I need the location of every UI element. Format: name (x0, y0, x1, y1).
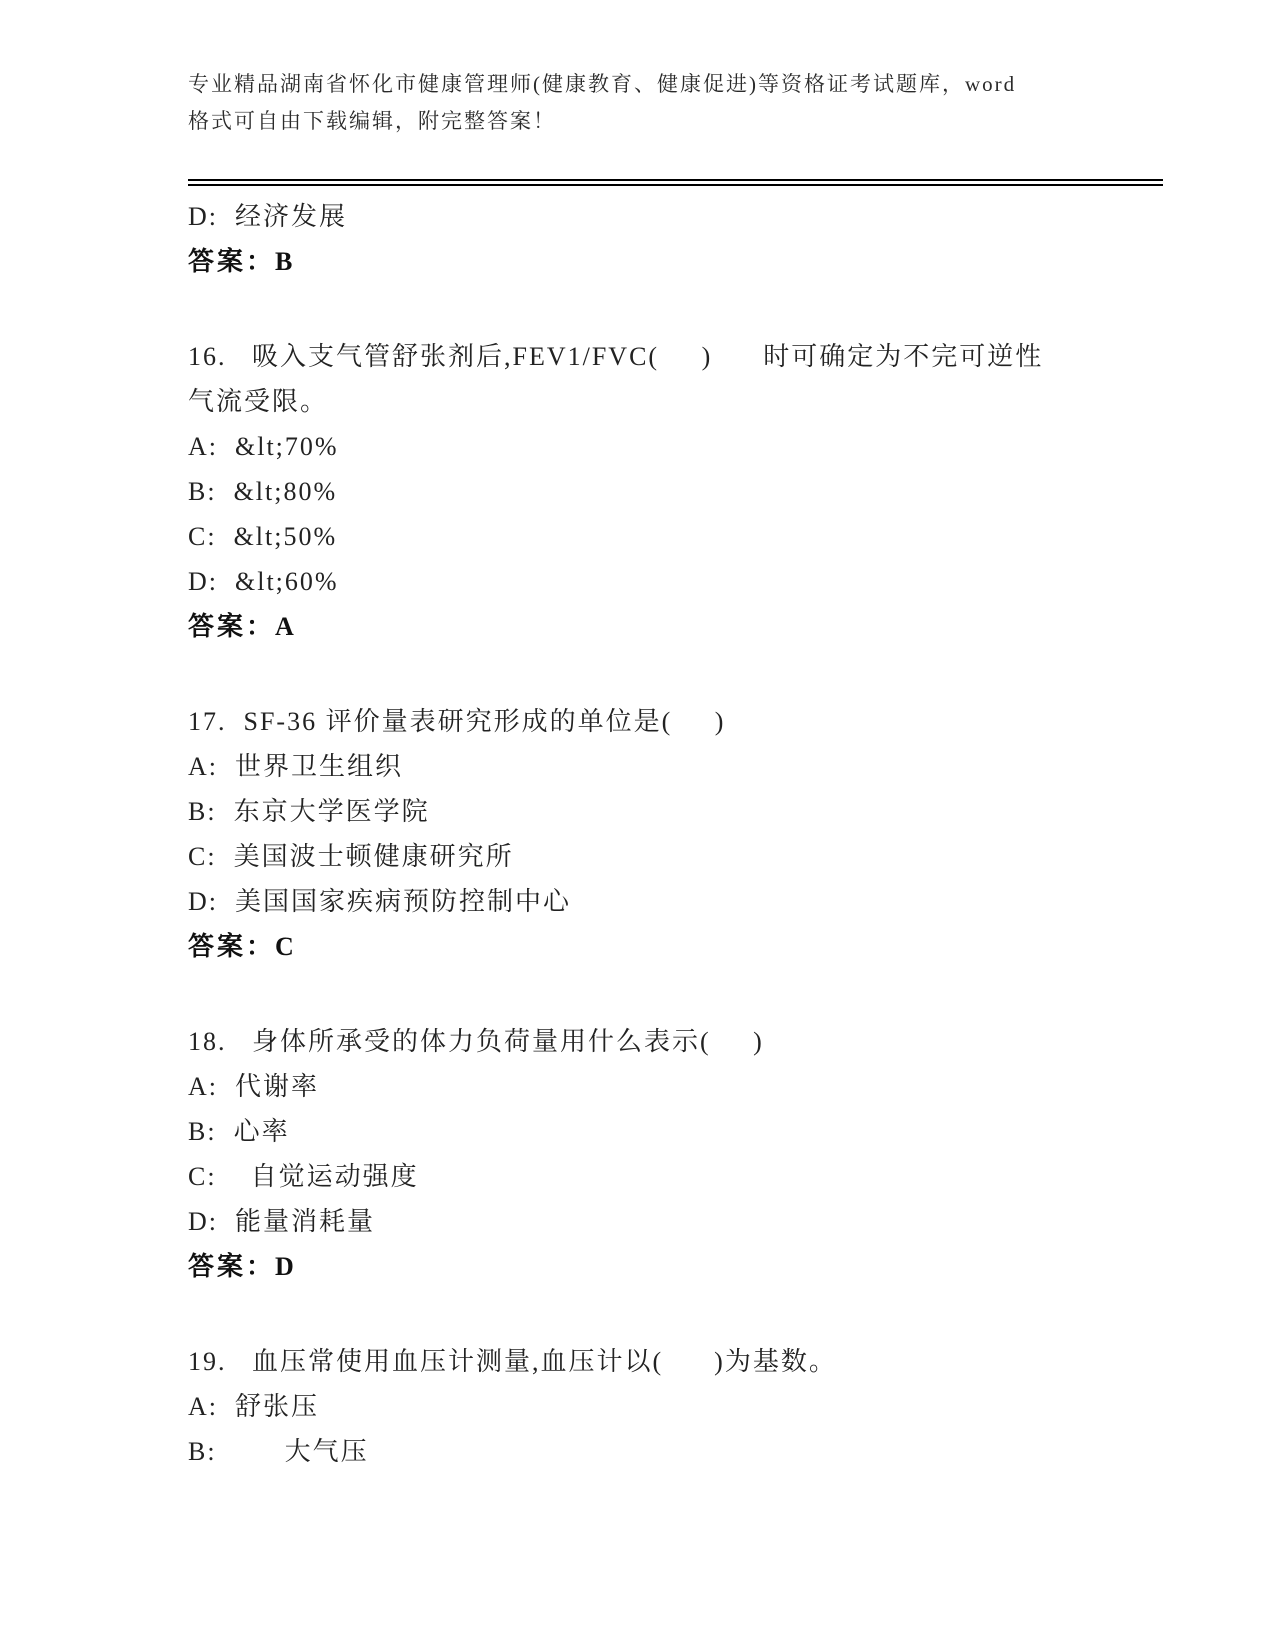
question-text: 16. 吸入支气管舒张剂后,FEV1/FVC( ) 时可确定为不完可逆性 (188, 342, 1044, 371)
option-line: B: 心率 (188, 1117, 290, 1146)
option-line: C: 美国波士顿健康研究所 (188, 842, 514, 871)
question-block (188, 699, 1163, 969)
answer-line: 答案：D (188, 1252, 297, 1281)
option-line: B: &lt;80% (188, 477, 338, 506)
option-line: D: 经济发展 (188, 202, 348, 231)
option-line: B: 东京大学医学院 (188, 797, 430, 826)
option-line: D: 美国国家疾病预防控制中心 (188, 887, 572, 916)
question-block (188, 1019, 1163, 1289)
option-line: C: 自觉运动强度 (188, 1162, 419, 1191)
question-block (188, 194, 1163, 284)
question-block (188, 334, 1163, 649)
option-line: B: 大气压 (188, 1437, 369, 1466)
option-line: C: &lt;50% (188, 522, 338, 551)
option-line: D: 能量消耗量 (188, 1207, 376, 1236)
answer-line: 答案：A (188, 612, 297, 641)
question-text: 18. 身体所承受的体力负荷量用什么表示( ) (188, 1027, 764, 1056)
answer-line: 答案：B (188, 247, 296, 276)
question-block (188, 1339, 1163, 1474)
page-header (188, 0, 1163, 140)
question-text: 19. 血压常使用血压计测量,血压计以( )为基数。 (188, 1347, 837, 1376)
option-line: A: 世界卫生组织 (188, 752, 404, 781)
question-list (188, 194, 1163, 1474)
option-line: D: &lt;60% (188, 567, 339, 596)
question-text: 17. SF-36 评价量表研究形成的单位是( ) (188, 707, 726, 736)
option-line: A: 舒张压 (188, 1392, 320, 1421)
question-text: 气流受限。 (188, 387, 329, 416)
header-line-1: 专业精品湖南省怀化市健康管理师(健康教育、健康促进)等资格证考试题库，word (188, 72, 1017, 96)
header-divider-rule (188, 179, 1163, 186)
answer-line: 答案：C (188, 932, 297, 961)
option-line: A: &lt;70% (188, 432, 339, 461)
option-line: A: 代谢率 (188, 1072, 320, 1101)
header-line-2: 格式可自由下载编辑，附完整答案！ (188, 109, 556, 133)
